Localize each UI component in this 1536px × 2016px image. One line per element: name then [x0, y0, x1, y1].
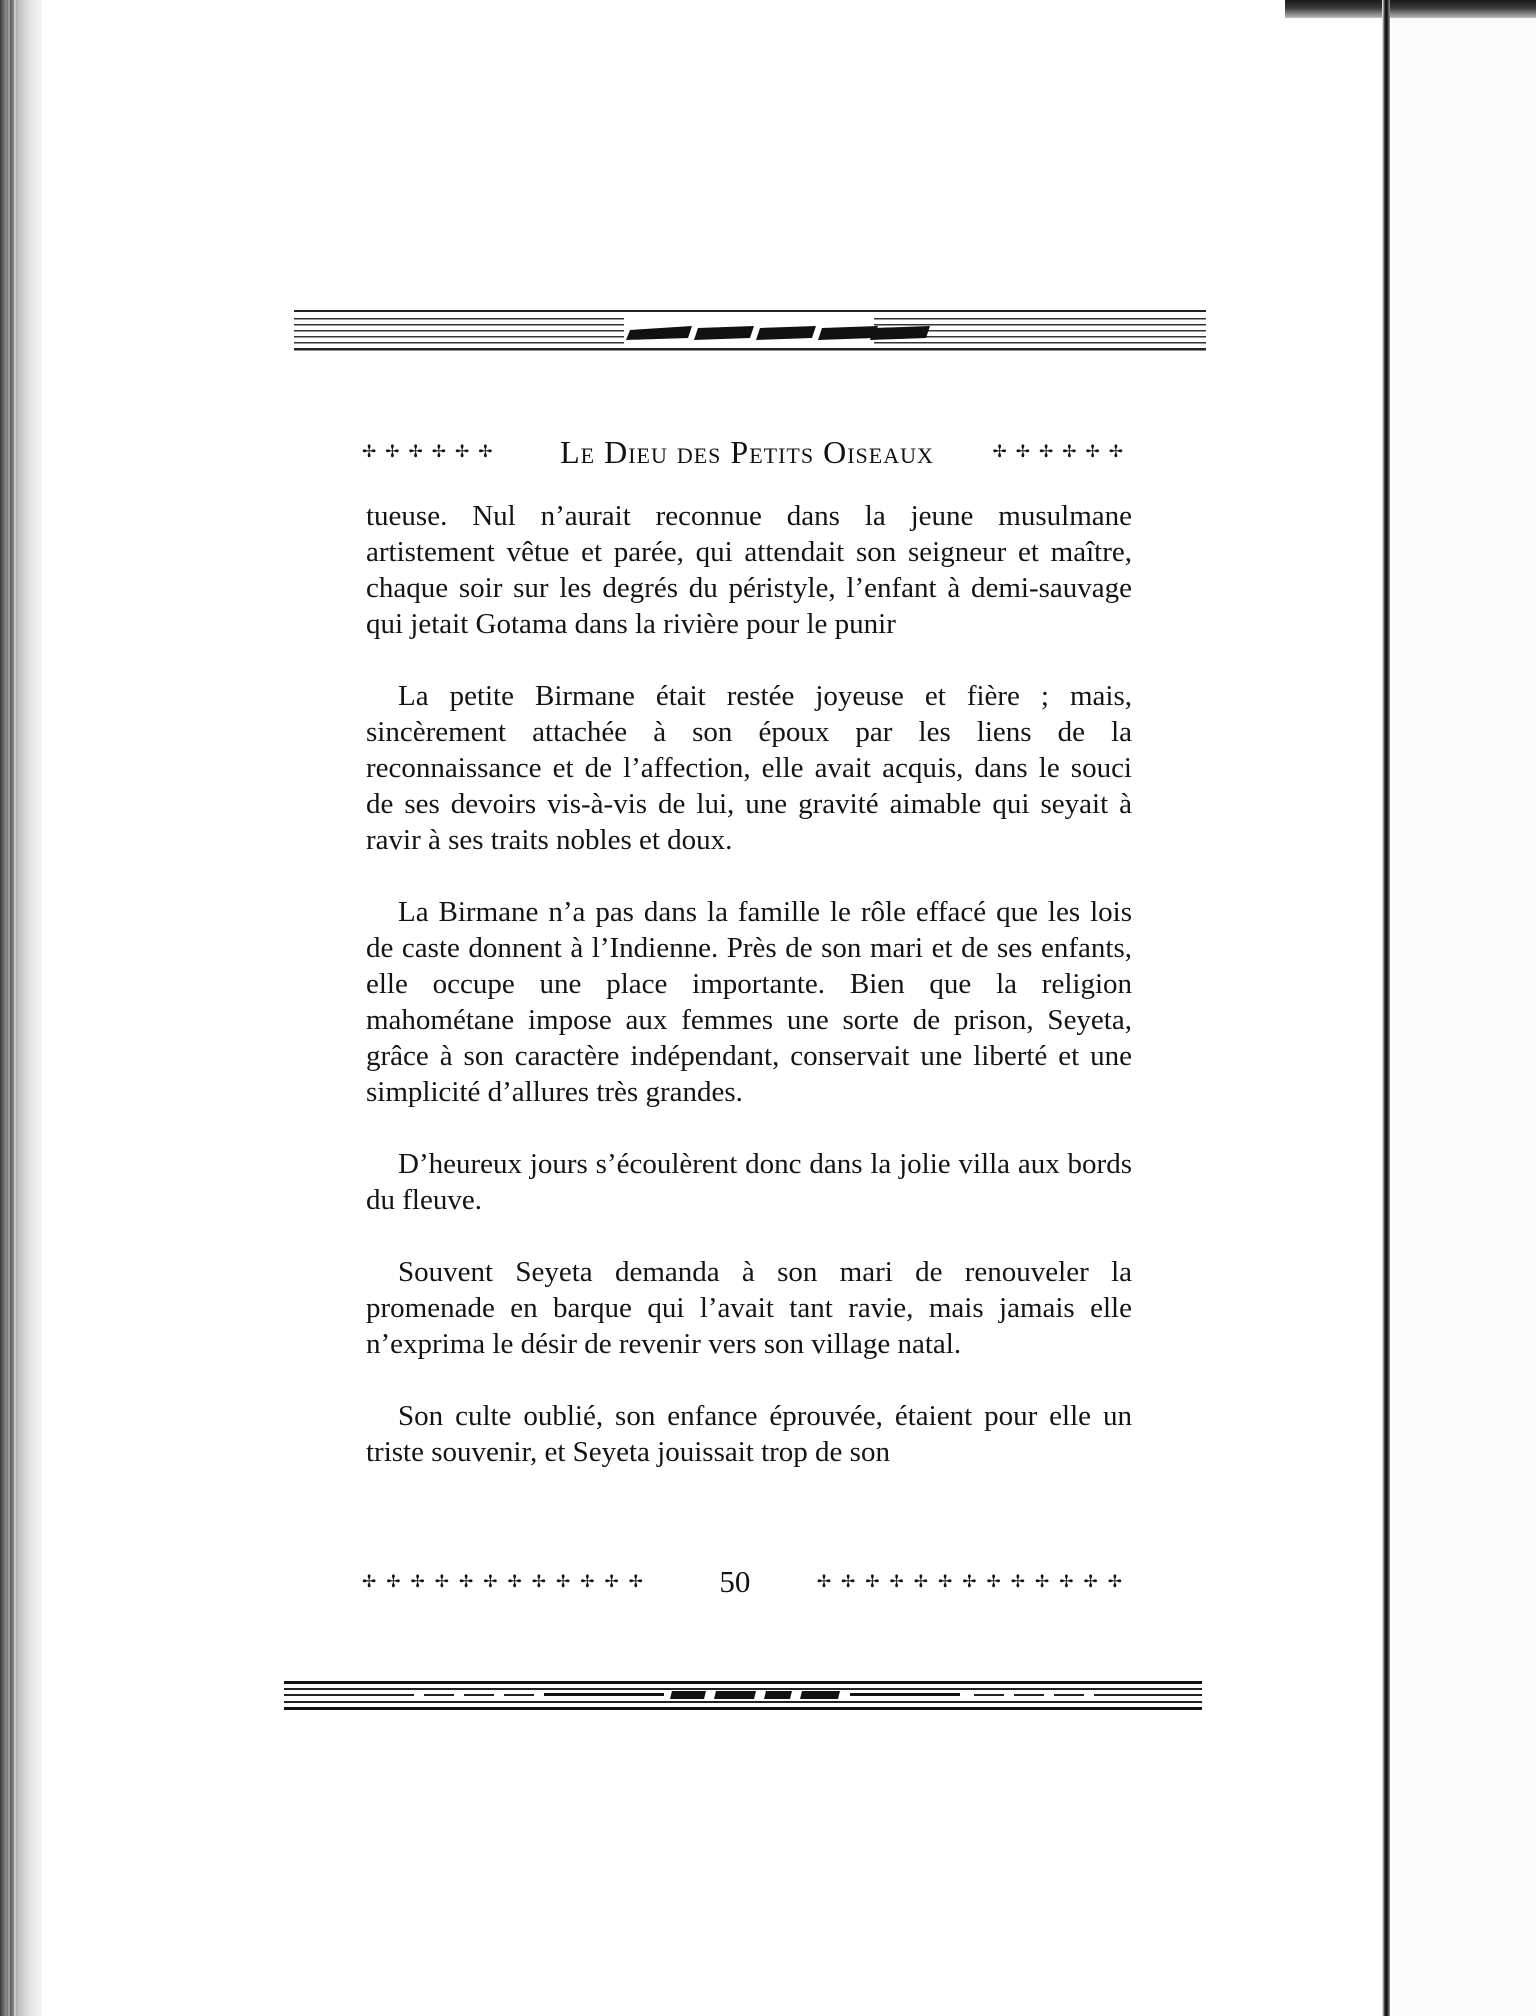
running-head [362, 432, 1132, 472]
body-text [366, 498, 1132, 1470]
folio-line [362, 1562, 1132, 1602]
paragraph: D’heureux jours s’écoulèrent donc dans la jolie villa aux bords du fleuve. [366, 1148, 1132, 1216]
spine-edge-line [14, 0, 16, 2016]
page-edge [1382, 0, 1390, 2016]
paragraph: La Birmane n’a pas dans la famille le rôle effacé que les lois de caste donnent à l’Indienne. Près de son mari et de ses enfants, elle occupe une place importante. Bien que la religion mahométane impose aux femmes une sorte de prison, Seyeta, grâce à son caractère indépendant, conservait une liberté et une simplicité d’allures très grandes. [366, 896, 1132, 1108]
running-head-ornament-left: ✢✢✢✢✢✢ [362, 442, 502, 462]
paragraph: tueuse. Nul n’aurait reconnue dans la jeune musulmane artistement vêtue et parée, qui attendait son seigneur et maître, chaque soir sur les degrés du péristyle, l’enfant à demi-sauvage qui jetait Gotama dans la rivière pour le punir [366, 500, 1132, 640]
top-ornamental-rule [294, 308, 1206, 354]
scan-border-shadow [1285, 0, 1536, 18]
running-head-title: Le Dieu des Petits Oiseaux [560, 433, 934, 470]
folio-ornament-right: ✢✢✢✢✢✢✢✢✢✢✢✢✢ [816, 1572, 1132, 1592]
spine-edge-line [8, 0, 10, 2016]
paragraph: La petite Birmane était restée joyeuse et fière ; mais, sincèrement attachée à son époux par les liens de la reconnaissance et de l’affection, elle avait acquis, dans le souci de ses devoirs vis-à-vis de lui, une gravité aimable qui seyait à ravir à ses traits nobles et doux. [366, 680, 1132, 856]
running-head-ornament-right: ✢✢✢✢✢✢ [992, 442, 1132, 462]
adjacent-page [1392, 18, 1536, 2016]
book-spine-shadow [0, 0, 42, 2016]
paragraph: Souvent Seyeta demanda à son mari de renouveler la promenade en barque qui l’avait tant ravie, mais jamais elle n’exprima le désir de revenir vers son village natal. [366, 1256, 1132, 1360]
paragraph: Son culte oublié, son enfance éprouvée, étaient pour elle un triste souvenir, et Seyeta jouissait trop de son [366, 1400, 1132, 1468]
folio-ornament-left: ✢✢✢✢✢✢✢✢✢✢✢✢ [362, 1572, 653, 1592]
bottom-ornamental-rule [284, 1679, 1202, 1713]
page-number: 50 [719, 1564, 751, 1599]
